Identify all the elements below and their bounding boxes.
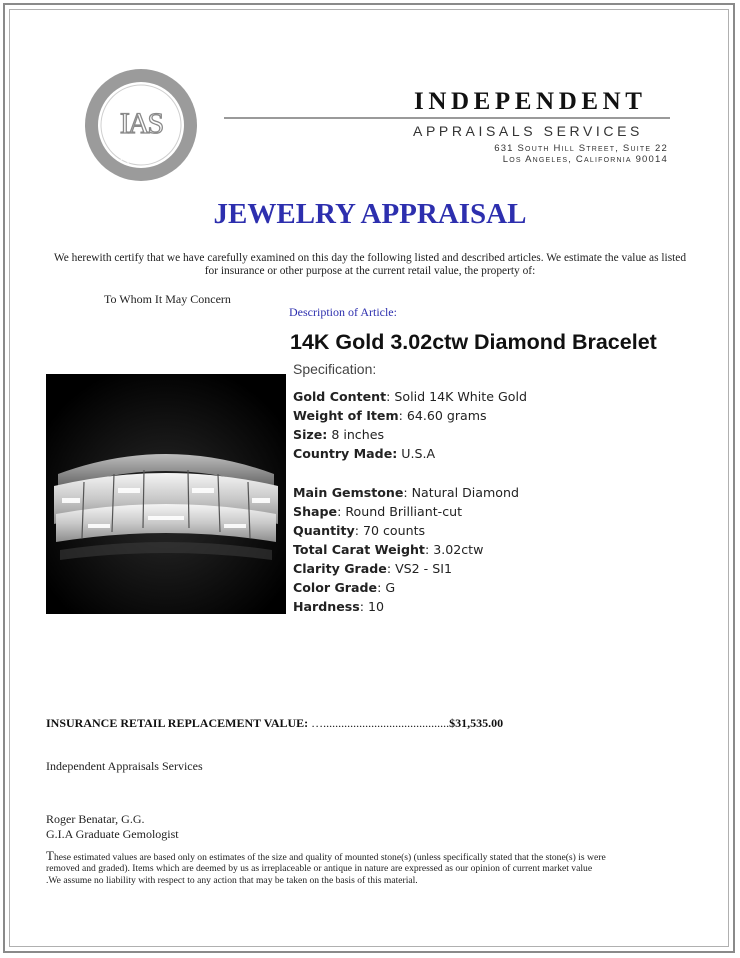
spec-row-gold-content — [293, 387, 527, 406]
insurance-value-line — [46, 716, 503, 731]
spec-label: Main Gemstone — [293, 485, 404, 500]
spec-label: Country Made: — [293, 446, 398, 461]
insurance-amount: $31,535.00 — [449, 716, 504, 730]
specification-label: Specification: — [293, 361, 377, 377]
spec-separator: : — [386, 389, 395, 404]
company-footer: Independent Appraisals Services — [46, 759, 203, 773]
spec-label: Total Carat Weight — [293, 542, 425, 557]
document-title: JEWELRY APPRAISAL — [213, 198, 527, 230]
spec-row-quantity — [293, 521, 527, 540]
spec-value: U.S.A — [401, 446, 436, 461]
spec-label: Hardness — [293, 599, 360, 614]
spec-value: Round Brilliant-cut — [345, 504, 463, 519]
spec-separator: : — [398, 408, 407, 423]
description-label: Description of Article: — [289, 305, 397, 319]
spec-label: Size: — [293, 427, 328, 442]
recipient: To Whom It May Concern — [104, 292, 231, 306]
header-divider — [224, 117, 670, 119]
spec-separator: : — [424, 542, 434, 557]
disclaimer — [46, 850, 606, 886]
spec-value: Natural Diamond — [411, 485, 519, 500]
spec-row-color — [293, 578, 527, 597]
seal-monogram: IAS — [119, 107, 163, 140]
disclaimer-text: hese estimated values are based only on estimates of the size and quality of mounted stone(s) (unless specifically stated that the stone(s) is were removed and graded). Items which are deemed by us as irreplaceable or antique in nature are expressed as our opinion of current market value .We assume no liability with respect to any action that may be taken on the basis of this material. — [46, 852, 606, 886]
company-name: INDEPENDENT — [414, 88, 647, 115]
spec-row-hardness — [293, 597, 527, 616]
signer-name: Roger Benatar, G.G. — [46, 812, 145, 826]
company-subtitle: APPRAISALS SERVICES — [413, 123, 643, 139]
spec-value: 64.60 grams — [406, 408, 487, 423]
spec-label: Shape — [293, 504, 338, 519]
spec-row-size — [293, 425, 527, 444]
address-line-1: 631 South Hill Street, Suite 22 — [494, 143, 668, 154]
spec-value: Solid 14K White Gold — [394, 389, 527, 404]
disclaimer-initial: T — [46, 848, 54, 863]
seal-arc-text: Appraisal — [113, 145, 169, 167]
address-line-2: Los Angeles, California 90014 — [502, 154, 668, 165]
spec-label: Weight of Item — [293, 408, 399, 423]
spec-value: 10 — [368, 599, 385, 614]
spec-row-country — [293, 444, 527, 463]
spec-row-main-gemstone — [293, 483, 527, 502]
spec-row-shape — [293, 502, 527, 521]
specifications-list — [293, 387, 527, 616]
spec-separator: : — [359, 599, 369, 614]
insurance-label: INSURANCE RETAIL REPLACEMENT VALUE: — [46, 716, 309, 730]
item-title: 14K Gold 3.02ctw Diamond Bracelet — [290, 330, 657, 354]
spec-value: 8 inches — [331, 427, 385, 442]
spec-value: 3.02ctw — [433, 542, 484, 557]
spec-separator: : — [337, 504, 346, 519]
spec-row-weight — [293, 406, 527, 425]
spec-row-clarity — [293, 559, 527, 578]
signer-block — [46, 812, 179, 841]
spec-separator: : — [386, 561, 396, 576]
spec-label: Clarity Grade — [293, 561, 387, 576]
spec-separator: : — [403, 485, 412, 500]
spec-separator: : — [354, 523, 363, 538]
bracelet-photo — [46, 374, 286, 614]
spec-value: G — [385, 580, 396, 595]
spec-value: 70 counts — [362, 523, 426, 538]
insurance-dots: ….......................................... — [308, 716, 450, 730]
spec-row-total-carat — [293, 540, 527, 559]
spec-label: Gold Content — [293, 389, 387, 404]
spec-label: Quantity — [293, 523, 355, 538]
ias-seal-logo — [83, 67, 199, 183]
spec-value: VS2 - SI1 — [395, 561, 452, 576]
certification-text: We herewith certify that we have carefully examined on this day the following listed and described articles. We estimate the value as listed for insurance or other purpose at the current retail value, the property of: — [53, 252, 687, 277]
spec-separator: : — [377, 580, 386, 595]
spec-label: Color Grade — [293, 580, 378, 595]
spec-gap — [293, 463, 527, 483]
signer-title: G.I.A Graduate Gemologist — [46, 826, 179, 841]
